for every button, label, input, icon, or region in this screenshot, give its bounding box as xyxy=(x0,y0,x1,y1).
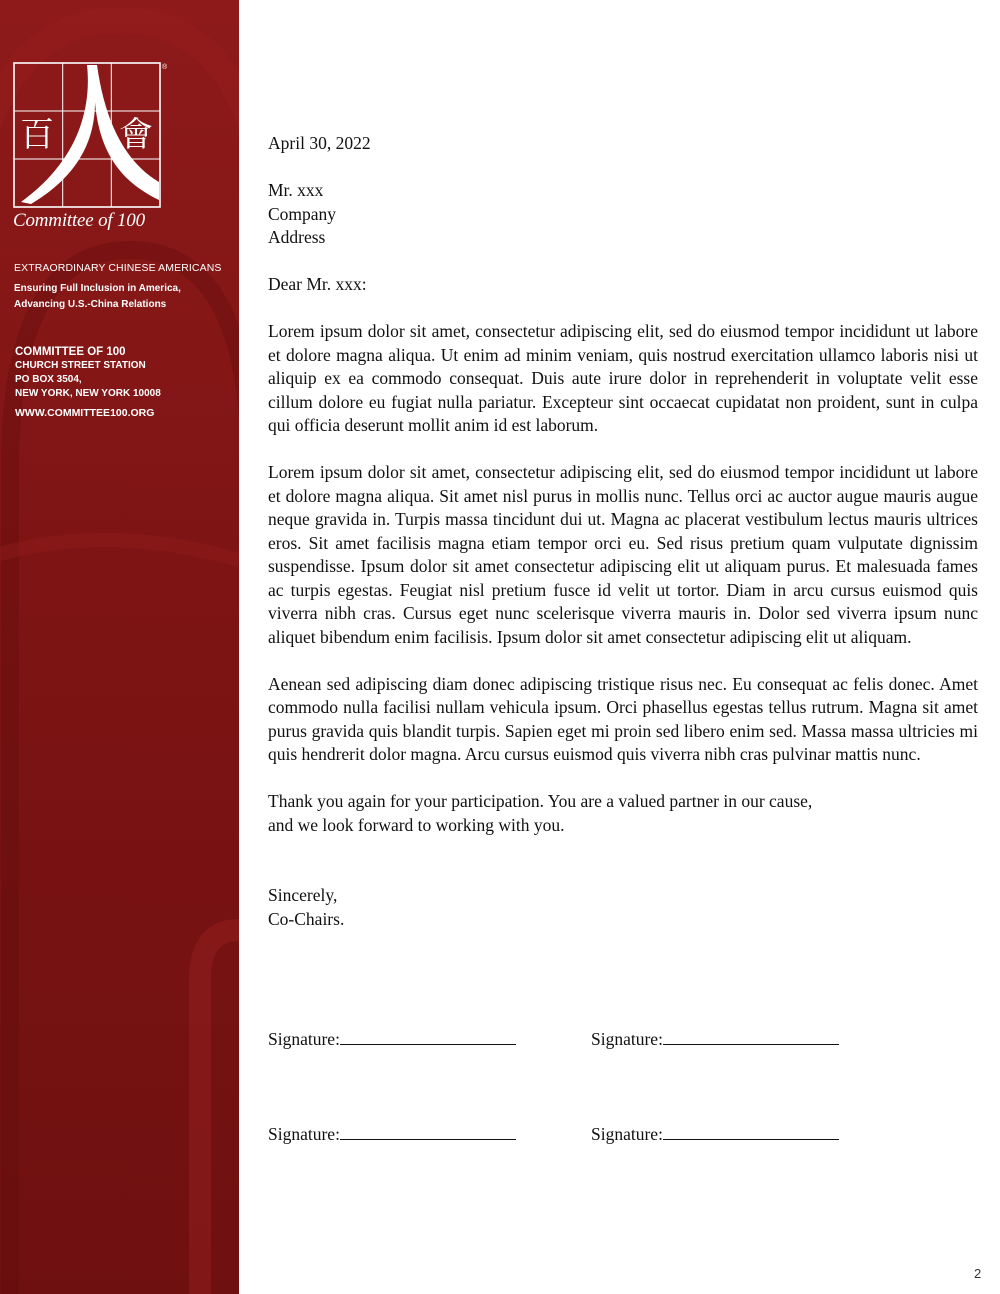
closing-line-1: Thank you again for your participation. You are a valued partner in our cause, xyxy=(268,791,813,811)
paragraph-3: Aenean sed adipiscing diam donec adipiscing tristique risus nec. Eu consequat ac felis donec. Amet commodo nulla facilisi nullam vehicula ipsum. Orci phasellus egestas tellus rutrum. Magna sit amet purus gravida quis blandit turpis. Sapien eget mi proin sed libero enim sed. Massa massa ultricies mi quis hendrerit dolor magna. Arcu cursus euismod quis viverra nibh cras pulvinar mattis nunc. xyxy=(268,673,978,764)
org-name: COMMITTEE OF 100 xyxy=(15,346,126,358)
signature-label: Signature: xyxy=(268,1029,340,1049)
signer: Co-Chairs. xyxy=(268,908,345,929)
address-line-1: CHURCH STREET STATION xyxy=(15,360,146,371)
registered-mark: ® xyxy=(162,64,168,71)
letterhead-sidebar xyxy=(0,0,239,1294)
tagline-line-1: Ensuring Full Inclusion in America, xyxy=(14,283,181,294)
logo-char-hui: 會 xyxy=(119,115,153,155)
salutation: Dear Mr. xxx: xyxy=(268,274,367,294)
signature-label: Signature: xyxy=(591,1029,663,1049)
signature-line[interactable] xyxy=(340,1122,516,1140)
logo-caption: Committee of 100 xyxy=(13,210,145,231)
letter-body xyxy=(268,132,978,931)
closing-line-2: and we look forward to working with you. xyxy=(268,814,565,835)
paragraph-1: Lorem ipsum dolor sit amet, consectetur adipiscing elit, sed do eiusmod tempor incididunt ut labore et dolore magna aliqua. Ut enim ad minim veniam, quis nostrud exercitation ullamco laboris nisi ut aliquip ex ea commodo consequat. Duis aute irure dolor in reprehenderit in voluptate velit esse cillum dolore eu fugiat nulla pariatur. Excepteur sint occaecat cupidatat non proident, sunt in culpa qui officia deserunt mollit anim id est laborum. xyxy=(268,321,978,435)
address-line-3: NEW YORK, NEW YORK 10008 xyxy=(15,388,161,399)
tagline-heading: EXTRAORDINARY CHINESE AMERICANS xyxy=(14,262,222,274)
signature-field[interactable] xyxy=(591,1122,839,1145)
signoff: Sincerely, xyxy=(268,885,338,905)
signature-field[interactable] xyxy=(591,1027,839,1050)
paragraph-2: Lorem ipsum dolor sit amet, consectetur adipiscing elit, sed do eiusmod tempor incididunt ut labore et dolore magna aliqua. Sit amet nisl purus in mollis nunc. Tellus orci ac auctor augue mauris augue neque gravida in. Turpis massa tincidunt dui ut. Magna ac placerat vestibulum lectus mauris ultrices eros. Sit amet facilisis magna etiam tempor orci eu. Sed risus pretium quam vulputate dignissim suspendisse. Ipsum dolor sit amet consectetur adipiscing elit ut aliquam purus. Et malesuada fames ac turpis egestas. Feugiat nisl pretium fusce id velit ut tortor. Diam in arcu cursus euismod quis viverra nibh cras. Cursus eget nunc scelerisque viverra mauris in. Dolor sed viverra ipsum nunc aliquet bibendum enim facilisis. Ipsum dolor sit amet consectetur adipiscing elit ut aliquam. xyxy=(268,462,978,647)
signature-line[interactable] xyxy=(663,1122,839,1140)
recipient-company: Company xyxy=(268,203,337,224)
committee-of-100-logo xyxy=(13,62,161,208)
website-link[interactable]: WWW.COMMITTEE100.ORG xyxy=(15,407,155,419)
signature-field[interactable] xyxy=(268,1122,516,1145)
address-line-2: PO BOX 3504, xyxy=(15,374,82,385)
signature-line[interactable] xyxy=(340,1027,516,1045)
logo-char-bai: 百 xyxy=(20,115,54,155)
signature-label: Signature: xyxy=(268,1124,340,1144)
contact-block xyxy=(15,345,161,419)
recipient-name: Mr. xxx xyxy=(268,180,324,200)
page-number: 2 xyxy=(974,1266,982,1281)
letter-date: April 30, 2022 xyxy=(268,133,371,153)
tagline-line-2: Advancing U.S.-China Relations xyxy=(14,299,167,310)
tagline xyxy=(14,262,222,313)
signature-line[interactable] xyxy=(663,1027,839,1045)
signature-field[interactable] xyxy=(268,1027,516,1050)
recipient-address: Address xyxy=(268,227,326,247)
signature-label: Signature: xyxy=(591,1124,663,1144)
